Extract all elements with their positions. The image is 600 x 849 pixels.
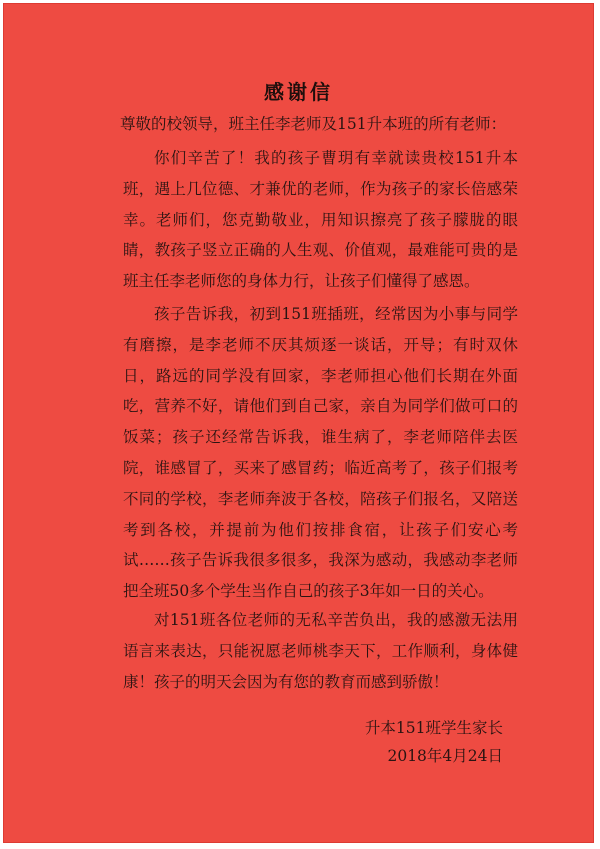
letter-paragraph-2: 孩子告诉我，初到151班插班，经常因为小事与同学有磨擦，是李老师不厌其烦逐一谈话，开导；有时双休日，路远的同学没有回家，李老师担心他们长期在外面吃，营养不好，请他们到自己家，亲自为同学们做可口的饭菜；孩子还经常告诉我，谁生病了，李老师陪伴去医院，谁感冒了，买来了感冒药；临近高考了，孩子们报考不同的学校，李老师奔波于各校，陪孩子们报名，又陪送考到各校，并提前为他们按排食宿，让孩子们安心考试……孩子告诉我很多很多，我深为感动，我感动李老师把全班50多个学生当作自己的孩子3年如一日的关心。 (123, 305, 518, 601)
letter-title: 感谢信 (264, 80, 333, 104)
letter-signature: 升本151班学生家长 (364, 719, 503, 737)
letter-date: 2018年4月24日 (387, 747, 503, 765)
letter-salutation: 尊敬的校领导，班主任李老师及151升本班的所有老师： (120, 115, 507, 133)
letter-paragraph-1: 你们辛苦了！我的孩子曹玥有幸就读贵校151升本班，遇上几位德、才兼优的老师，作为孩子的家长倍感荣幸。老师们，您克勤敬业，用知识擦亮了孩子朦胧的眼睛，教孩子竖立正确的人生观、价值观，最难能可贵的是班主任李老师您的身体力行，让孩子们懂得了感恩。 (123, 149, 518, 291)
letter-paragraph-3: 对151班各位老师的无私辛苦负出，我的感激无法用语言来表达，只能祝愿老师桃李天下，工作顺利，身体健康！孩子的明天会因为有您的教育而感到骄傲！ (123, 611, 518, 691)
red-letter-paper (3, 3, 594, 843)
